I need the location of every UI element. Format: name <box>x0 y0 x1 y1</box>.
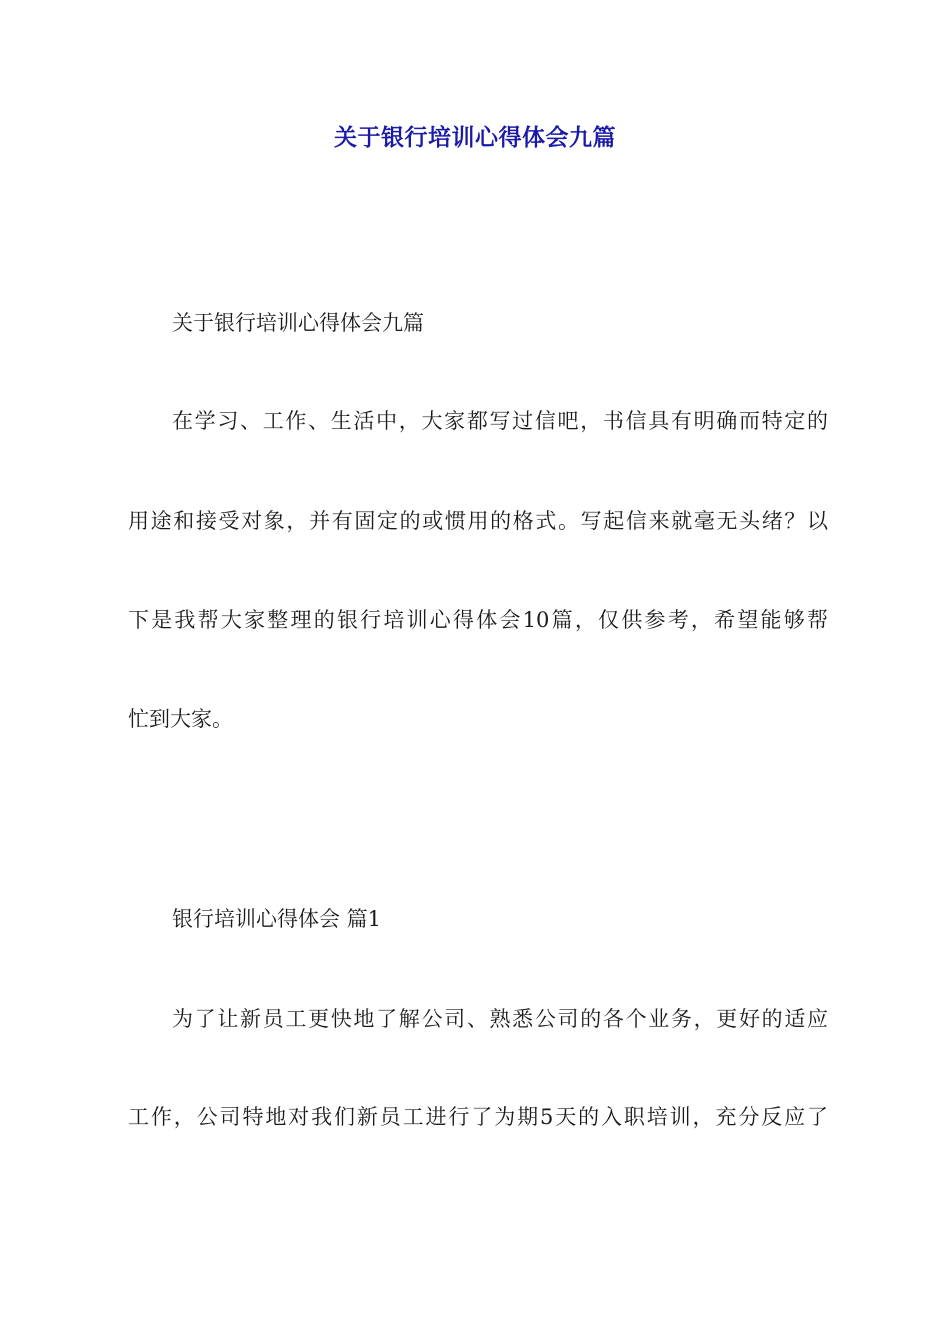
section-heading: 银行培训心得体会 篇1 <box>172 907 382 931</box>
paragraph-line: 工作，公司特地对我们新员工进行了为期5天的入职培训，充分反应了 <box>128 1105 828 1129</box>
paragraph-line: 用途和接受对象，并有固定的或惯用的格式。写起信来就毫无头绪？以 <box>128 509 828 533</box>
paragraph-line: 为了让新员工更快地了解公司、熟悉公司的各个业务，更好的适应 <box>172 1007 828 1031</box>
paragraph-line: 在学习、工作、生活中，大家都写过信吧，书信具有明确而特定的 <box>172 409 828 433</box>
document-title: 关于银行培训心得体会九篇 <box>334 125 616 151</box>
paragraph-line: 忙到大家。 <box>128 707 233 731</box>
heading-line: 关于银行培训心得体会九篇 <box>172 311 424 335</box>
paragraph-line: 下是我帮大家整理的银行培训心得体会10篇，仅供参考，希望能够帮 <box>128 608 828 632</box>
